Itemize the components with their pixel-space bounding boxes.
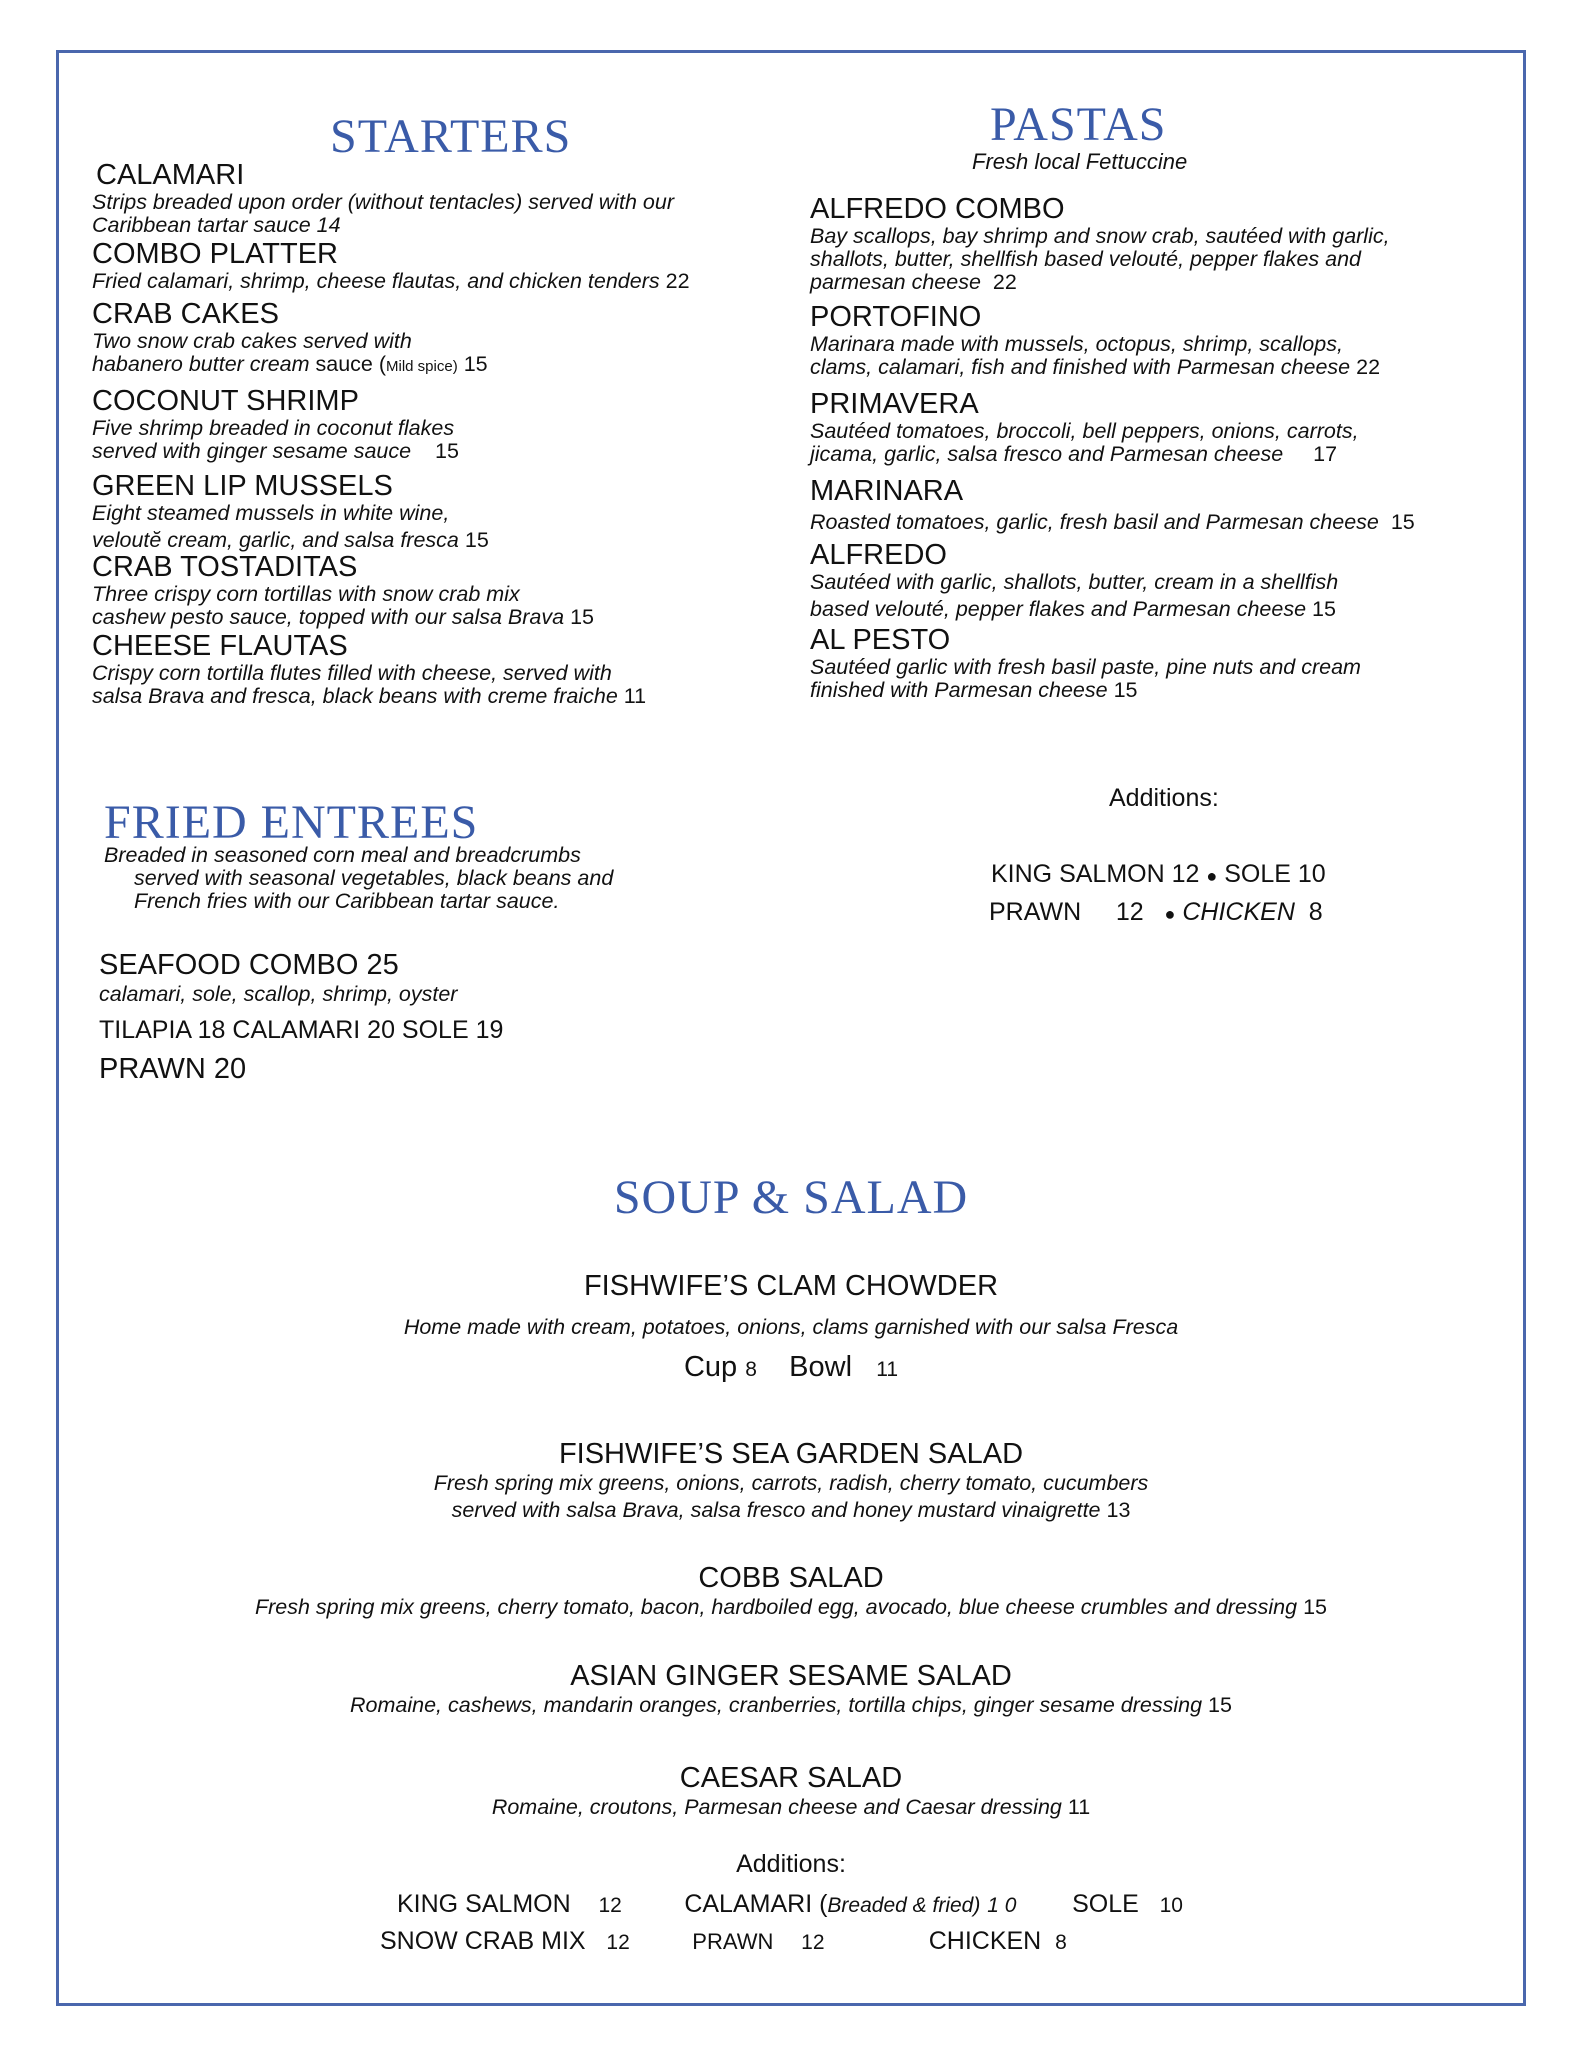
salad-item <box>0 1562 1582 1621</box>
item-price: 15 <box>463 352 488 376</box>
item-price: 22 <box>1356 355 1381 379</box>
pastas-title: PASTAS <box>990 98 1167 151</box>
item-price: 15 <box>1390 510 1415 534</box>
item-desc: Bay scallops, bay shrimp and snow crab, sautéed with garlic, <box>810 224 1390 248</box>
item-desc: served with salsa Brava, salsa fresco and honey mustard vinaigrette 13 <box>451 1498 1131 1522</box>
starters-title: STARTERS <box>330 110 572 163</box>
item-desc: Roasted tomatoes, garlic, fresh basil and Parmesan cheese 15 <box>810 510 1415 534</box>
item-desc: Fried calamari, shrimp, cheese flautas, and chicken tenders 22 <box>92 269 690 293</box>
item-price: 11 <box>623 684 647 708</box>
soup-salad-title: SOUP & SALAD <box>613 1171 969 1224</box>
pasta-additions-line-1: KING SALMON 12 ● SOLE 10 <box>991 860 1326 888</box>
item-desc: veloutĕ cream, garlic, and salsa fresca 15 <box>92 528 489 552</box>
item-name: CRAB CAKES <box>92 298 279 330</box>
salad-item <box>0 1660 1582 1719</box>
item-price: 22 <box>992 270 1017 294</box>
menu-item <box>810 540 1510 621</box>
fried-entrees-title: FRIED ENTREES <box>104 796 479 849</box>
salad-additions-line-1: KING SALMON 12 CALAMARI (Breaded & fried) 1 0 SOLE 10 <box>397 1890 1183 1918</box>
item-name: COMBO PLATTER <box>92 238 338 270</box>
item-desc: Three crispy corn tortillas with snow crab mix <box>92 582 520 606</box>
item-desc: cashew pesto sauce, topped with our salsa Brava 15 <box>92 605 594 629</box>
item-name: CALAMARI <box>96 159 245 191</box>
pasta-additions-line-2: PRAWN 12 ● CHICKEN 8 <box>989 898 1323 926</box>
starters-list <box>92 160 792 708</box>
fried-prices-line-1: TILAPIA 18 CALAMARI 20 SOLE 19 <box>99 1016 504 1044</box>
item-price: 15 <box>1208 1693 1232 1717</box>
menu-item <box>92 471 792 552</box>
item-desc: based velouté, pepper flakes and Parmesan cheese 15 <box>810 597 1336 621</box>
item-name: FISHWIFE’S SEA GARDEN SALAD <box>558 1438 1024 1470</box>
item-name: MARINARA <box>810 475 964 507</box>
menu-item <box>810 194 1510 294</box>
menu-item <box>92 386 792 463</box>
fried-desc: served with seasonal vegetables, black beans and <box>134 866 614 890</box>
pastas-list <box>810 194 1510 702</box>
item-desc: Romaine, cashews, mandarin oranges, cranberries, tortilla chips, ginger sesame dressing 15 <box>350 1693 1232 1717</box>
item-name: PRIMAVERA <box>810 388 979 420</box>
item-name: COBB SALAD <box>698 1562 884 1594</box>
salad-item <box>0 1438 1582 1524</box>
item-desc: Marinara made with mussels, octopus, shrimp, scallops, <box>810 332 1343 356</box>
pastas-subtitle: Fresh local Fettuccine <box>972 149 1188 174</box>
bullet-icon: ● <box>1206 866 1218 886</box>
item-desc: clams, calamari, fish and finished with Parmesan cheese 22 <box>810 355 1381 379</box>
item-name: PORTOFINO <box>810 301 982 333</box>
item-desc: served with ginger sesame sauce 15 <box>92 439 459 463</box>
menu-item <box>92 299 792 378</box>
menu-item <box>92 552 792 629</box>
item-name: COCONUT SHRIMP <box>92 385 359 417</box>
item-name: GREEN LIP MUSSELS <box>92 470 393 502</box>
item-price: 15 <box>1113 678 1138 702</box>
item-price: 15 <box>434 439 459 463</box>
item-desc: finished with Parmesan cheese 15 <box>810 678 1138 702</box>
menu-item <box>92 239 792 293</box>
item-price: 15 <box>570 605 594 629</box>
item-price: 15 <box>464 528 489 552</box>
menu-item <box>92 160 792 237</box>
item-name: ALFREDO COMBO <box>810 193 1065 225</box>
salad-additions-line-2: SNOW CRAB MIX 12 PRAWN 12 CHICKEN 8 <box>380 1927 1067 1955</box>
item-desc: Two snow crab cakes served with <box>92 329 412 353</box>
seafood-combo-desc: calamari, sole, scallop, shrimp, oyster <box>99 982 458 1006</box>
chowder-block <box>0 1270 1582 1384</box>
item-desc: Caribbean tartar sauce 14 <box>92 213 341 237</box>
item-desc: Fresh spring mix greens, onions, carrots, radish, cherry tomato, cucumbers <box>433 1471 1149 1495</box>
item-desc: Romaine, croutons, Parmesan cheese and Caesar dressing 11 <box>491 1795 1091 1819</box>
item-desc: Sautéed tomatoes, broccoli, bell peppers, onions, carrots, <box>810 419 1359 443</box>
item-desc: Home made with cream, potatoes, onions, clams garnished with our salsa Fresca <box>403 1315 1179 1339</box>
item-name: ASIAN GINGER SESAME SALAD <box>570 1660 1012 1692</box>
salad-additions-label: Additions: <box>736 1850 846 1878</box>
item-name: AL PESTO <box>810 624 951 656</box>
item-price: 15 <box>1303 1595 1328 1619</box>
menu-item <box>810 389 1510 466</box>
item-desc: Sautéed with garlic, shallots, butter, cream in a shellfish <box>810 570 1339 594</box>
item-name: ALFREDO <box>810 539 947 571</box>
item-price: 13 <box>1106 1498 1131 1522</box>
item-desc: parmesan cheese 22 <box>810 270 1017 294</box>
fried-prices-line-2: PRAWN 20 <box>99 1053 247 1085</box>
menu-item <box>810 476 1510 534</box>
item-desc: Fresh spring mix greens, cherry tomato, bacon, hardboiled egg, avocado, blue cheese crumbles and dressing 15 <box>254 1595 1328 1619</box>
item-name: FISHWIFE’S CLAM CHOWDER <box>583 1270 999 1302</box>
item-price: 15 <box>1312 597 1336 621</box>
item-price: 17 <box>1313 442 1338 466</box>
salad-item <box>0 1762 1582 1821</box>
item-desc: Five shrimp breaded in coconut flakes <box>92 416 455 440</box>
item-name: CRAB TOSTADITAS <box>92 551 358 583</box>
pasta-additions-label: Additions: <box>1109 784 1219 812</box>
item-desc: habanero butter cream sauce (Mild spice) 15 <box>92 352 488 376</box>
item-name: CHEESE FLAUTAS <box>92 630 348 662</box>
menu-item <box>92 631 792 708</box>
item-name: CAESAR SALAD <box>679 1762 903 1794</box>
menu-item <box>810 625 1510 702</box>
soup-salad-title-row <box>0 1171 1582 1224</box>
fried-desc: Breaded in seasoned corn meal and breadcrumbs <box>104 843 581 867</box>
item-desc: Sautéed garlic with fresh basil paste, pine nuts and cream <box>810 655 1361 679</box>
item-desc: Crispy corn tortilla flutes filled with cheese, served with <box>92 661 612 685</box>
chowder-sizes: Cup 8 Bowl 11 <box>683 1351 899 1383</box>
fried-desc: French fries with our Caribbean tartar sauce. <box>134 889 560 913</box>
menu-item <box>810 302 1510 379</box>
item-price: 11 <box>1067 1795 1091 1819</box>
item-desc: salsa Brava and fresca, black beans with creme fraiche 11 <box>92 684 647 708</box>
item-desc: Strips breaded upon order (without tentacles) served with our <box>92 190 675 214</box>
seafood-combo: SEAFOOD COMBO 25 <box>99 949 399 981</box>
item-desc: shallots, butter, shellfish based velouté, pepper flakes and <box>810 247 1361 271</box>
item-desc: jicama, garlic, salsa fresco and Parmesan cheese 17 <box>810 442 1338 466</box>
item-desc: Eight steamed mussels in white wine, <box>92 501 450 525</box>
bullet-icon: ● <box>1164 904 1176 924</box>
item-price: 22 <box>665 269 690 293</box>
